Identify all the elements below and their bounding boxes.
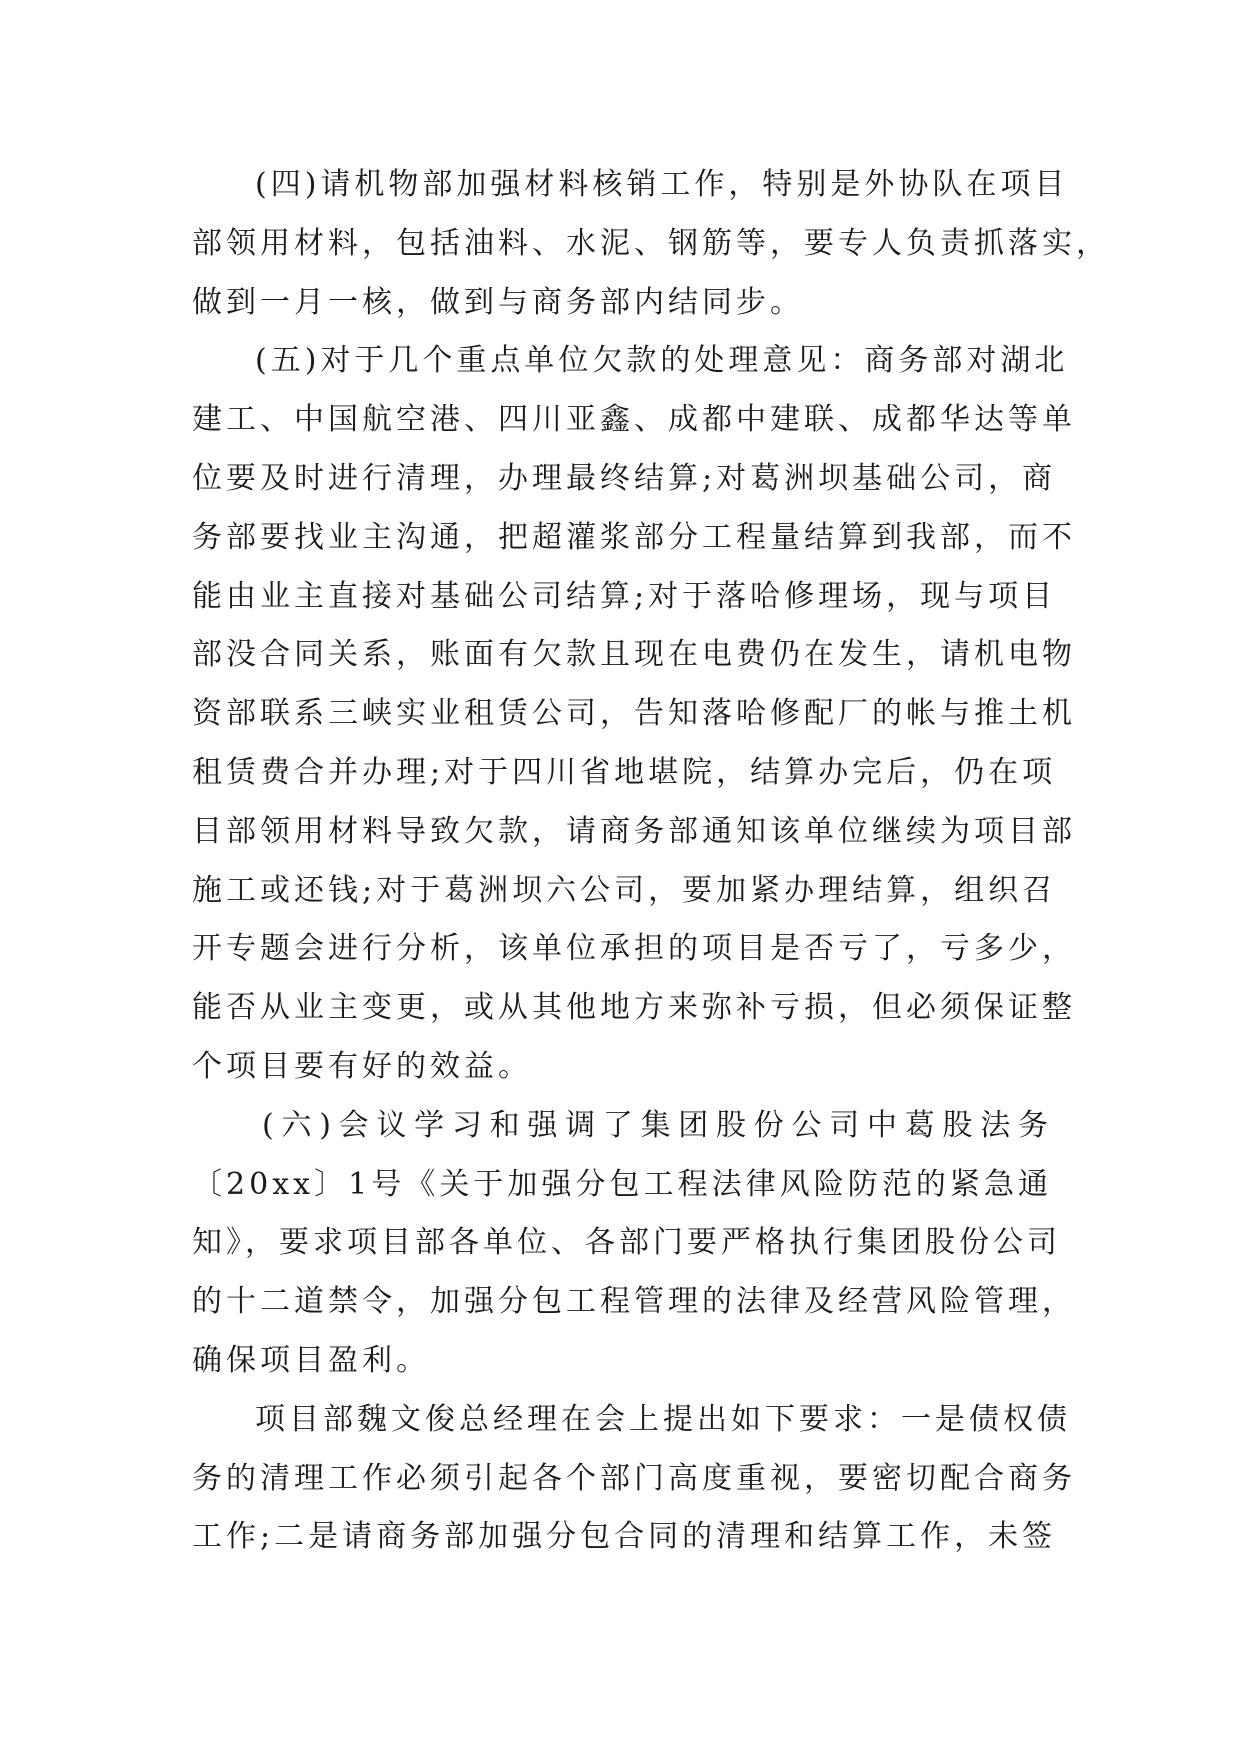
text-line: 部没合同关系，账面有欠款且现在电费仍在发生，请机电物 bbox=[192, 637, 1076, 673]
text-line: 个项目要有好的效益。 bbox=[192, 1048, 532, 1084]
text-line: 能由业主直接对基础公司结算;对于落哈修理场，现与项目 bbox=[192, 578, 1057, 614]
text-line: 务部要找业主沟通，把超灌浆部分工程量结算到我部，而不 bbox=[192, 519, 1076, 555]
text-line: 建工、中国航空港、四川亚鑫、成都中建联、成都华达等单 bbox=[192, 402, 1076, 438]
paragraph-item-6 bbox=[192, 1097, 1076, 1391]
text-line: 做到一月一核，做到与商务部内结同步。 bbox=[192, 284, 804, 320]
text-line: 开专题会进行分析，该单位承担的项目是否亏了，亏多少， bbox=[192, 931, 1076, 967]
text-line: 部领用材料，包括油料、水泥、钢筋等，要专人负责抓落实， bbox=[192, 225, 1110, 261]
text-line: 能否从业主变更，或从其他地方来弥补亏损，但必须保证整 bbox=[192, 990, 1076, 1026]
text-line: 知》，要求项目部各单位、各部门要严格执行集团股份公司 bbox=[192, 1225, 1061, 1261]
text-line: 资部联系三峡实业租赁公司，告知落哈修配厂的帐与推土机 bbox=[192, 696, 1076, 732]
text-line: 租赁费合并办理;对于四川省地堪院，结算办完后，仍在项 bbox=[192, 754, 1057, 790]
text-line: 工作;二是请商务部加强分包合同的清理和结算工作，未签 bbox=[192, 1519, 1057, 1555]
text-line: 务的清理工作必须引起各个部门高度重视，要密切配合商务 bbox=[192, 1460, 1076, 1496]
text-line: 〔20xx〕1号《关于加强分包工程法律风险防范的紧急通 bbox=[192, 1166, 1052, 1202]
text-line: 目部领用材料导致欠款，请商务部通知该单位继续为项目部 bbox=[192, 813, 1076, 849]
text-line: (六)会议学习和强调了集团股份公司中葛股法务 bbox=[262, 1107, 1052, 1143]
paragraph-requirements bbox=[192, 1391, 1076, 1567]
body-text bbox=[192, 156, 1110, 1567]
text-line: 施工或还钱;对于葛洲坝六公司，要加紧办理结算，组织召 bbox=[192, 872, 1057, 908]
text-line: 项目部魏文俊总经理在会上提出如下要求：一是债权债 bbox=[255, 1401, 1071, 1437]
text-line: 的十二道禁令，加强分包工程管理的法律及经营风险管理， bbox=[192, 1284, 1076, 1320]
text-line: (四)请机物部加强材料核销工作，特别是外协队在项目 bbox=[255, 167, 1069, 202]
paragraph-item-4 bbox=[192, 156, 1110, 332]
text-line: (五)对于几个重点单位欠款的处理意见：商务部对湖北 bbox=[255, 343, 1069, 379]
paragraph-item-5 bbox=[192, 332, 1076, 1096]
text-line: 确保项目盈利。 bbox=[192, 1342, 430, 1378]
text-line: 位要及时进行清理，办理最终结算;对葛洲坝基础公司，商 bbox=[192, 460, 1057, 496]
